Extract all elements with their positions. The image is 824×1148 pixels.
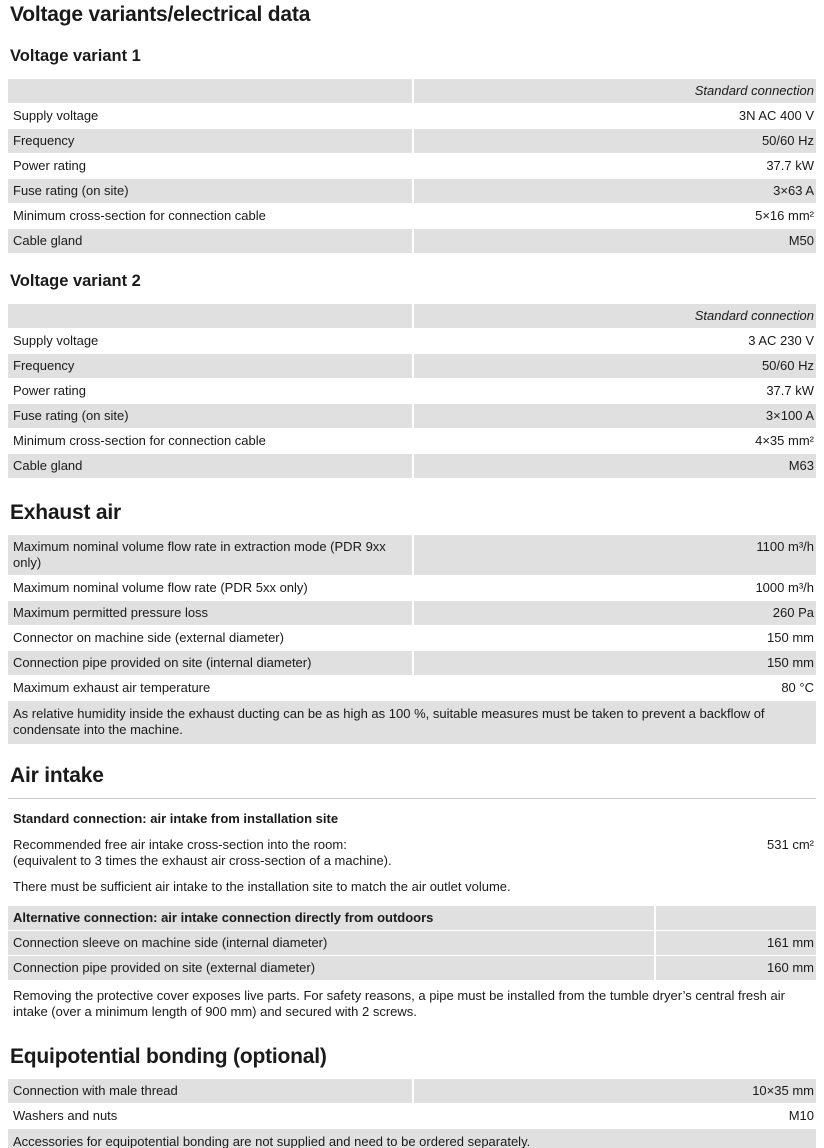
- row-label: Power rating: [13, 158, 86, 173]
- row-label: Frequency: [8, 354, 414, 378]
- table-header-row: [8, 79, 816, 104]
- row-value: 37.7 kW: [766, 158, 814, 173]
- row-label: Connection pipe provided on site (internal diameter): [8, 651, 414, 675]
- row-value: 50/60 Hz: [761, 358, 814, 373]
- row-label: Maximum nominal volume flow rate (PDR 5xx only): [13, 580, 308, 595]
- row-value: 3×63 A: [773, 183, 814, 198]
- table-row: [8, 354, 816, 379]
- table-row: [8, 956, 816, 981]
- row-label: Supply voltage: [13, 108, 99, 123]
- voltage-variant-2-heading: Voltage variant 2: [10, 272, 141, 290]
- air-intake-note-1: There must be sufficient air intake to the installation site to match the air outlet volume.: [8, 874, 816, 901]
- table-row: [8, 329, 816, 354]
- row-value: 3×100 A: [765, 408, 814, 423]
- row-label: Washers and nuts: [13, 1108, 118, 1123]
- table-row: [8, 129, 816, 154]
- table-row: [8, 429, 816, 454]
- row-label: Power rating: [13, 383, 86, 398]
- row-value: 4×35 mm²: [755, 433, 814, 448]
- column-header: Standard connection: [694, 308, 814, 323]
- page-title: Voltage variants/electrical data: [10, 3, 311, 26]
- bonding-note: Accessories for equipotential bonding are not supplied and need to be ordered separately.: [8, 1129, 816, 1148]
- exhaust-note: As relative humidity inside the exhaust ducting can be as high as 100 %, suitable measures must be taken to prevent a backflow of condensate into the machine.: [8, 701, 816, 744]
- row-label: Maximum nominal volume flow rate in extraction mode (PDR 9xx only): [8, 535, 414, 575]
- row-label: Maximum permitted pressure loss: [8, 601, 414, 625]
- row-label: Connector on machine side (external diameter): [13, 630, 284, 645]
- row-value: 3 AC 230 V: [748, 333, 814, 348]
- voltage-variant-1-table: [8, 79, 816, 254]
- row-label: Supply voltage: [13, 333, 99, 348]
- row-label: [8, 833, 656, 873]
- row-label: Connection sleeve on machine side (internal diameter): [8, 931, 656, 955]
- air-intake-table: [8, 798, 816, 1029]
- table-row: [8, 454, 816, 479]
- row-value: 161 mm: [767, 935, 814, 950]
- exhaust-air-heading: Exhaust air: [10, 501, 122, 524]
- table-row: [8, 906, 816, 931]
- table-row: [8, 676, 816, 701]
- table-row: [8, 179, 816, 204]
- row-value: 260 Pa: [772, 605, 814, 620]
- row-value: 80 °C: [781, 680, 814, 695]
- table-row: [8, 104, 816, 129]
- row-value: 5×16 mm²: [755, 208, 814, 223]
- equipotential-bonding-table: [8, 1079, 816, 1148]
- header-empty-cell: [8, 304, 414, 328]
- row-label: Connection with male thread: [8, 1079, 414, 1103]
- row-value: 50/60 Hz: [761, 133, 814, 148]
- row-label-line-2: (equivalent to 3 times the exhaust air cross-section of a machine).: [13, 853, 392, 868]
- table-row: [8, 576, 816, 601]
- row-value: 10×35 mm: [752, 1083, 814, 1098]
- row-label: Maximum exhaust air temperature: [13, 680, 211, 695]
- row-value: 1000 m³/h: [755, 580, 814, 595]
- table-row: [8, 379, 816, 404]
- table-row: [8, 229, 816, 254]
- table-row: [8, 154, 816, 179]
- row-value: 37.7 kW: [766, 383, 814, 398]
- row-label: Connection pipe provided on site (external diameter): [8, 956, 656, 980]
- table-row: [8, 1079, 816, 1104]
- row-value: M10: [788, 1108, 814, 1123]
- table-row: [8, 651, 816, 676]
- row-value: M50: [788, 233, 814, 248]
- row-label: Cable gland: [8, 454, 414, 478]
- voltage-variant-1-heading: Voltage variant 1: [10, 47, 141, 65]
- table-row: [8, 204, 816, 229]
- table-row: [8, 626, 816, 651]
- equipotential-bonding-heading: Equipotential bonding (optional): [10, 1045, 327, 1068]
- table-header-row: [8, 304, 816, 329]
- table-row: [8, 535, 816, 576]
- row-value: 160 mm: [767, 960, 814, 975]
- row-label: Minimum cross-section for connection cable: [13, 433, 266, 448]
- air-intake-note-2: Removing the protective cover exposes live parts. For safety reasons, a pipe must be installed from the tumble dryer’s central fresh air intake (over a minimum length of 900 mm) and secured with 2 screws.: [8, 981, 816, 1029]
- table-row: [8, 601, 816, 626]
- column-header: Standard connection: [694, 83, 814, 98]
- voltage-variant-2-table: [8, 304, 816, 479]
- row-value: 3N AC 400 V: [738, 108, 814, 123]
- exhaust-air-table: [8, 535, 816, 744]
- row-label: Fuse rating (on site): [8, 179, 414, 203]
- standard-connection-subheading: Standard connection: air intake from installation site: [13, 811, 339, 826]
- table-row: [8, 1104, 816, 1129]
- row-value: 531 cm²: [767, 837, 814, 852]
- row-value: M63: [788, 458, 814, 473]
- row-label: Frequency: [8, 129, 414, 153]
- row-value: [656, 906, 816, 930]
- header-empty-cell: [8, 79, 414, 103]
- row-label: Fuse rating (on site): [8, 404, 414, 428]
- row-value: 1100 m³/h: [756, 539, 814, 554]
- air-intake-heading: Air intake: [10, 764, 104, 787]
- row-value: 150 mm: [767, 630, 814, 645]
- row-label-line-1: Recommended free air intake cross-section into the room:: [13, 837, 347, 852]
- row-label: Minimum cross-section for connection cable: [13, 208, 266, 223]
- table-row: [8, 931, 816, 956]
- table-row: [8, 833, 816, 874]
- alternative-connection-subheading: Alternative connection: air intake connection directly from outdoors: [8, 906, 656, 930]
- row-value: 150 mm: [767, 655, 814, 670]
- table-row: [8, 404, 816, 429]
- row-label: Cable gland: [8, 229, 414, 253]
